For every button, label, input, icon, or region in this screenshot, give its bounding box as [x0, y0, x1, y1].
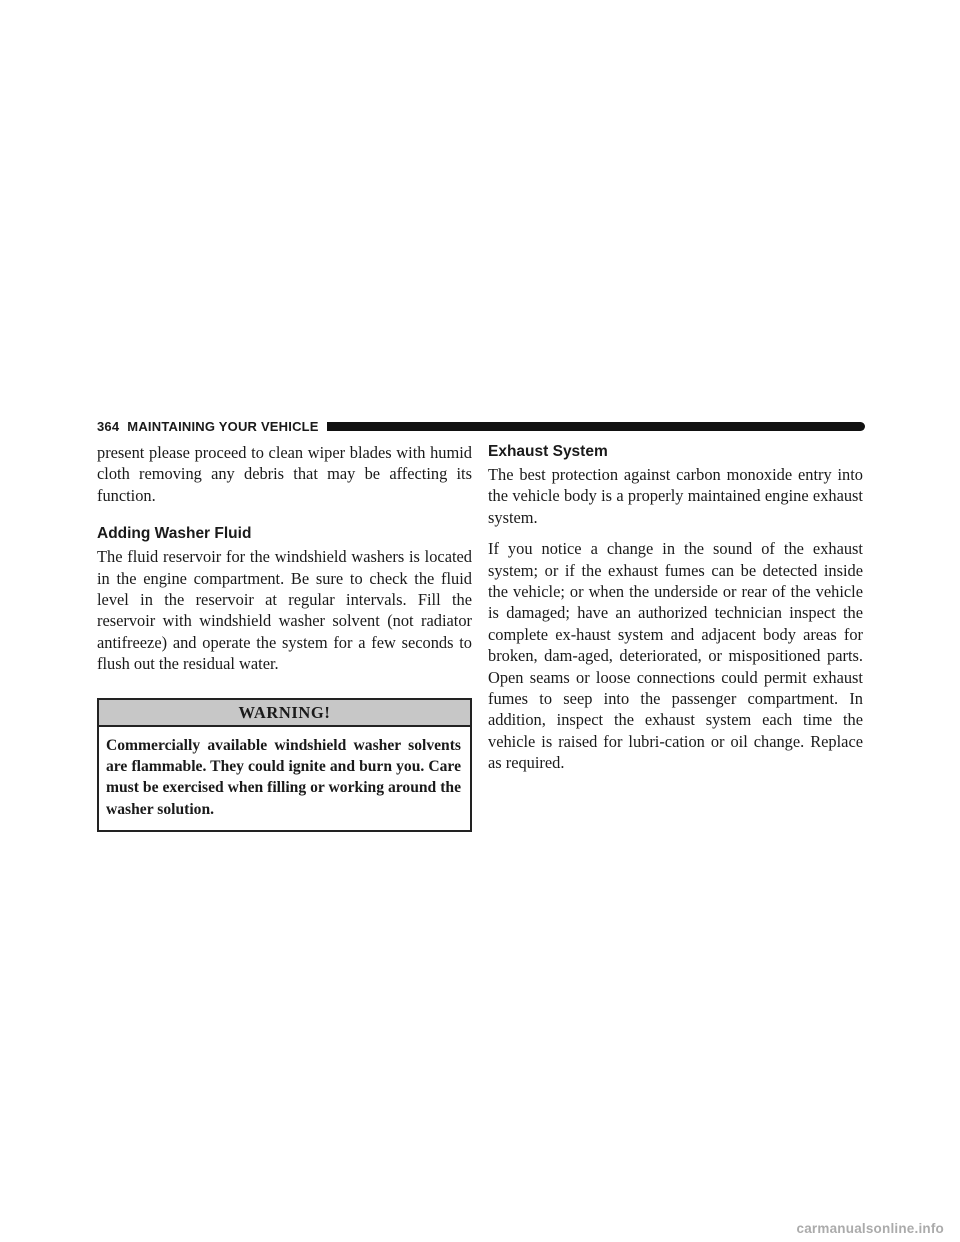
section-title: MAINTAINING YOUR VEHICLE [127, 418, 319, 434]
washer-fluid-paragraph: The fluid reservoir for the windshield washers is located in the engine compartment. Be sure to check the fluid level in the reservoir at regular intervals. Fill the reservoir with windshield washer solvent (not radiator antifreeze) and operate the system for a few seconds to flush out the residual water. [97, 547, 472, 674]
warning-text: Commercially available windshield washer solvents are flammable. They could ignite and burn you. Care must be exercised when filling or working around the washer solution. [106, 736, 461, 818]
exhaust-system-heading: Exhaust System [488, 443, 608, 460]
left-column [97, 442, 472, 832]
page-number: 364 [97, 418, 120, 434]
warning-title: WARNING! [99, 700, 470, 727]
footer-watermark[interactable]: carmanualsonline.info [796, 1221, 944, 1236]
exhaust-paragraph-1: The best protection against carbon monoxide entry into the vehicle body is a properly maintained engine exhaust system. [488, 465, 863, 527]
header-rule [327, 422, 865, 431]
intro-paragraph: present please proceed to clean wiper blades with humid cloth removing any debris that may be affecting its function. [97, 443, 472, 505]
exhaust-paragraph-2: If you notice a change in the sound of the exhaust system; or if the exhaust fumes can be detected inside the vehicle; or when the underside or rear of the vehicle is damaged; have an authorized technician inspect the complete ex-haust system and adjacent body areas for broken, dam-aged, deteriorated, or mispositioned parts. Open seams or loose connections could permit exhaust fumes to seep into the passenger compartment. In addition, inspect the exhaust system each time the vehicle is raised for lubri-cation or oil change. Replace as required. [488, 539, 863, 773]
right-column [488, 442, 863, 774]
warning-box [97, 698, 472, 833]
washer-fluid-heading: Adding Washer Fluid [97, 525, 252, 543]
page-header [97, 417, 865, 435]
